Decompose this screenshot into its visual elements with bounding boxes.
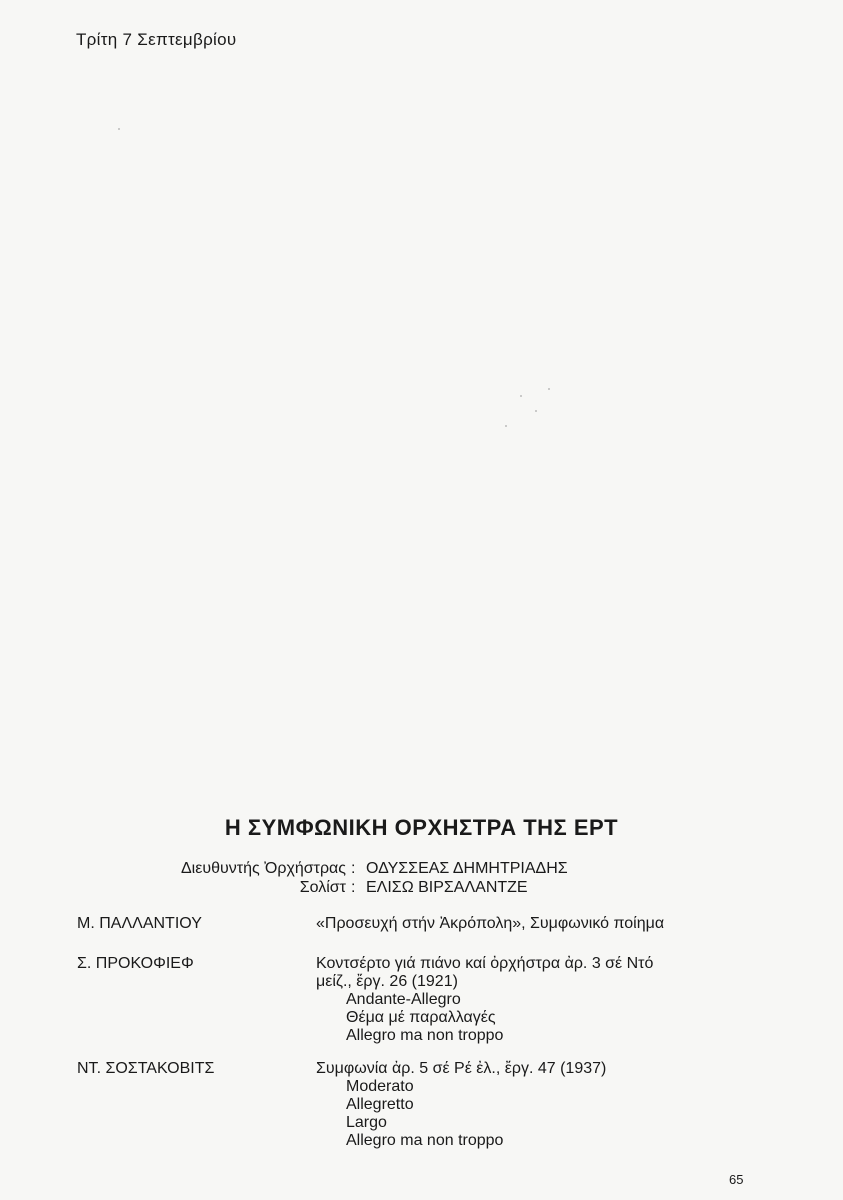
movement: Moderato bbox=[346, 1078, 414, 1095]
credit-name: ΕΛΙΣΩ ΒΙΡΣΑΛΑΝΤΖΕ bbox=[366, 879, 528, 896]
work-line: Κοντσέρτο γιά πιάνο καί ὀρχήστρα ἀρ. 3 σέ Ντό bbox=[316, 955, 654, 972]
credit-separator: : bbox=[351, 879, 356, 896]
page-date: Τρίτη 7 Σεπτεμβρίου bbox=[76, 30, 237, 49]
movement: Allegretto bbox=[346, 1096, 414, 1113]
movement: Allegro ma non troppo bbox=[346, 1132, 504, 1149]
credit-separator: : bbox=[351, 860, 356, 877]
scan-speck bbox=[118, 128, 120, 130]
credit-role: Σολίστ bbox=[299, 879, 346, 896]
work-description bbox=[316, 1060, 736, 1150]
work-line: μείζ., ἔργ. 26 (1921) bbox=[316, 973, 458, 990]
work-line: «Προσευχή στήν Ἀκρόπολη», Συμφωνικό ποίημα bbox=[316, 915, 665, 932]
scan-speck bbox=[520, 395, 522, 397]
page-number: 65 bbox=[729, 1172, 744, 1187]
composer-name: Σ. ΠΡΟΚΟΦΙΕΦ bbox=[77, 955, 194, 972]
concert-title: Η ΣΥΜΦΩΝΙΚΗ ΟΡΧΗΣΤΡΑ ΤΗΣ ΕΡΤ bbox=[224, 815, 619, 840]
movement: Allegro ma non troppo bbox=[346, 1027, 504, 1044]
movement: Andante-Allegro bbox=[346, 991, 461, 1008]
scan-speck bbox=[505, 425, 507, 427]
credit-name: ΟΔΥΣΣΕΑΣ ΔΗΜΗΤΡΙΑΔΗΣ bbox=[366, 860, 568, 877]
scan-speck bbox=[548, 388, 550, 390]
work-description bbox=[316, 955, 736, 1045]
scan-speck bbox=[535, 410, 537, 412]
movement: Largo bbox=[346, 1114, 387, 1131]
work-description bbox=[316, 915, 736, 933]
movement: Θέμα μέ παραλλαγές bbox=[346, 1009, 496, 1026]
credit-role: Διευθυντής Ὀρχήστρας bbox=[180, 860, 346, 877]
composer-name: Μ. ΠΑΛΛΑΝΤΙΟΥ bbox=[77, 915, 202, 932]
work-line: Συμφωνία ἀρ. 5 σέ Ρέ ἐλ., ἔργ. 47 (1937) bbox=[316, 1060, 607, 1077]
composer-name: ΝΤ. ΣΟΣΤΑΚΟΒΙΤΣ bbox=[77, 1060, 215, 1077]
